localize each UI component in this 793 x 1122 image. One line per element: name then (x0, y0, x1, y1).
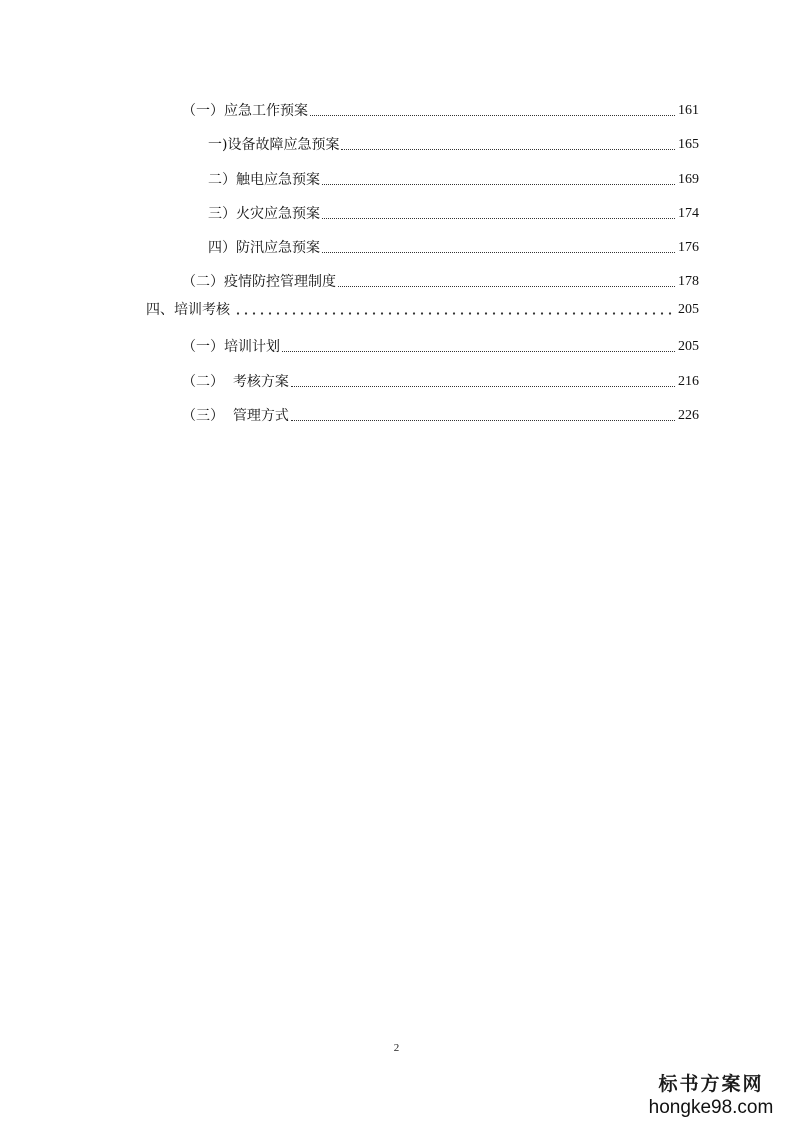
toc-entry-page: 216 (678, 374, 699, 389)
toc-entry-page: 178 (678, 274, 699, 289)
toc-leader-dots (234, 312, 672, 315)
toc-entry-page: 174 (678, 206, 699, 221)
toc-leader-dots (282, 351, 675, 352)
toc-entry-page: 205 (678, 302, 699, 317)
toc-entry-title: （二）疫情防控管理制度 (182, 274, 336, 290)
toc-entry-page: 226 (678, 408, 699, 423)
toc-entry[interactable] (182, 272, 699, 292)
toc-entry[interactable] (208, 135, 699, 155)
toc-entry-title: 四、培训考核 (146, 302, 230, 318)
toc-leader-dots (291, 386, 675, 387)
toc-leader-dots (310, 115, 675, 116)
toc-entry-title: （一）应急工作预案 (182, 103, 308, 119)
toc-entry-title: 二）触电应急预案 (208, 172, 320, 188)
watermark-title: 标书方案网 (658, 1073, 764, 1095)
watermark (641, 1072, 781, 1120)
watermark-url: hongke98.com (648, 1097, 774, 1118)
toc-entry-page: 176 (678, 240, 699, 255)
toc-entry-title: （三） 管理方式 (182, 408, 289, 424)
page-number: 2 (393, 1042, 400, 1054)
toc-entry-title: （一）培训计划 (182, 339, 280, 355)
toc-entry-title: 四）防汛应急预案 (208, 240, 320, 256)
toc-entry[interactable] (182, 101, 699, 121)
toc-entry[interactable] (182, 406, 699, 426)
toc-entry[interactable] (208, 170, 699, 190)
toc-entry-chapter[interactable] (146, 300, 699, 320)
toc-entry-page: 205 (678, 339, 699, 354)
toc-leader-dots (322, 184, 675, 185)
toc-entry-title: 一)设备故障应急预案 (208, 137, 340, 153)
toc-entry[interactable] (182, 337, 699, 357)
toc-entry[interactable] (182, 372, 699, 392)
toc-entry[interactable] (208, 204, 699, 224)
toc-leader-dots (322, 218, 675, 219)
toc-leader-dots (322, 252, 675, 253)
toc-entry-title: 三）火灾应急预案 (208, 206, 320, 222)
toc-entry-page: 161 (678, 103, 699, 118)
toc-leader-dots (338, 286, 675, 287)
toc-leader-dots (341, 149, 675, 150)
toc-entry[interactable] (208, 238, 699, 258)
toc-leader-dots (291, 420, 675, 421)
toc-entry-page: 165 (678, 137, 699, 152)
toc-entry-title: （二） 考核方案 (182, 374, 289, 390)
toc-entry-page: 169 (678, 172, 699, 187)
